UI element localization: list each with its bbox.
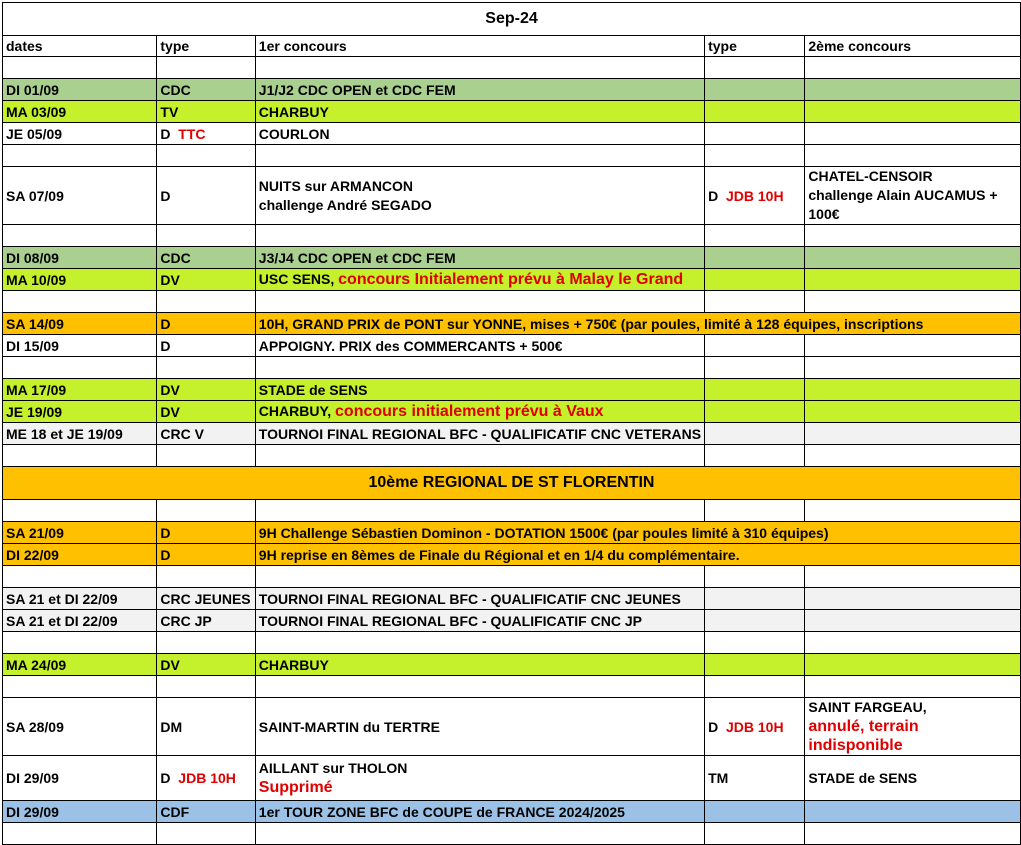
event-date-text: SA 21/09 [6,524,64,541]
event-date [3,167,157,225]
event-row [3,544,1021,566]
event-2eme-concours [805,269,1021,291]
concours-1-name: CHARBUY [258,103,329,120]
concours-1-detail: challenge André SEGADO [258,196,432,213]
blank-cell [805,676,1021,698]
blank-cell [3,566,157,588]
blank-cell [3,291,157,313]
event-2eme-concours [805,610,1021,632]
blank-cell [255,632,704,654]
event-2eme-concours [805,167,1021,225]
event-row [3,167,1021,225]
event-row [3,756,1021,801]
event-type-text: CDC [160,249,191,266]
blank-cell [157,445,255,467]
event-row [3,247,1021,269]
event-type-text: CDC [160,81,191,98]
concours-1-name: 10H, GRAND PRIX de PONT sur YONNE, mises + 750€ (par poules, limité à 128 équipes, inscriptions [258,315,924,332]
event-2eme-concours [805,101,1021,123]
event-type [157,588,255,610]
event-type-2-note: JDB 10H [725,187,784,204]
concours-1-note: concours initialement prévu à Vaux [335,403,604,420]
blank-cell [255,823,704,845]
blank-row [3,823,1021,845]
blank-row [3,57,1021,79]
event-date-text: DI 08/09 [6,249,59,266]
event-type-note: JDB 10H [178,770,236,786]
event-date [3,801,157,823]
event-type [157,379,255,401]
event-type [157,610,255,632]
event-date-text: MA 24/09 [6,656,67,673]
event-2eme-concours [805,79,1021,101]
event-date-text: DI 15/09 [6,337,59,354]
event-date-text: SA 07/09 [6,187,64,204]
event-row [3,123,1021,145]
section-banner-text: 10ème REGIONAL DE ST FLORENTIN [368,474,655,491]
event-type-2 [705,401,805,423]
event-type-2 [705,801,805,823]
blank-cell [157,57,255,79]
blank-cell [3,57,157,79]
blank-cell [255,500,704,522]
blank-cell [705,676,805,698]
event-type-text: DM [160,718,183,735]
blank-cell [157,632,255,654]
event-type-2 [705,79,805,101]
event-date [3,423,157,445]
event-2eme-concours [805,401,1021,423]
concours-1-note: concours Initialement prévu à Malay le Grand [338,271,684,288]
blank-row [3,676,1021,698]
blank-cell [3,445,157,467]
event-2eme-concours [805,247,1021,269]
event-row [3,522,1021,544]
blank-cell [255,145,704,167]
event-type-text: D [160,337,171,354]
event-row [3,313,1021,335]
event-2eme-concours [805,801,1021,823]
event-type [157,401,255,423]
calendar-sheet [2,2,1021,845]
blank-row [3,632,1021,654]
blank-cell [805,500,1021,522]
blank-row [3,291,1021,313]
blank-cell [705,500,805,522]
event-2eme-concours [805,654,1021,676]
event-date-text: MA 17/09 [6,381,67,398]
event-1er-concours [255,401,704,423]
event-row [3,698,1021,756]
event-date [3,313,157,335]
event-date-text: JE 05/09 [6,125,63,142]
event-row [3,79,1021,101]
event-date-text: SA 28/09 [6,718,64,735]
concours-2-name: CHATEL-CENSOIR [808,168,933,184]
blank-cell [157,225,255,247]
event-type-2 [705,101,805,123]
event-row [3,423,1021,445]
event-2eme-concours [805,698,1021,756]
event-date [3,401,157,423]
event-2eme-concours [805,123,1021,145]
event-type-2 [705,247,805,269]
concours-1-name: TOURNOI FINAL REGIONAL BFC - QUALIFICATIF CNC JP [258,612,642,629]
blank-cell [157,676,255,698]
concours-1-name: NUITS sur ARMANCON [258,177,414,194]
event-type [157,269,255,291]
event-type-note: TTC [178,125,206,142]
event-type [157,756,255,801]
header-row [3,36,1021,57]
concours-2-status: annulé, terrain indisponible [808,718,919,754]
event-type-2 [705,610,805,632]
blank-cell [3,145,157,167]
blank-cell [255,357,704,379]
event-1er-concours [255,654,704,676]
blank-cell [157,500,255,522]
blank-cell [705,57,805,79]
event-1er-concours [255,588,704,610]
event-date [3,247,157,269]
header-type-2: type [705,36,805,57]
event-type [157,79,255,101]
event-row [3,401,1021,423]
event-type-text: CRC V [160,425,204,442]
event-date [3,379,157,401]
event-type [157,522,255,544]
event-type [157,247,255,269]
title-row [3,3,1021,36]
event-1er-concours [255,335,704,357]
blank-cell [805,566,1021,588]
event-type [157,123,255,145]
blank-cell [157,291,255,313]
event-row [3,335,1021,357]
event-1er-concours [255,698,704,756]
concours-2-detail: challenge Alain AUCAMUS + 100€ [808,187,998,222]
event-1er-concours [255,544,1020,566]
concours-1-name: SAINT-MARTIN du TERTRE [258,718,440,735]
header-2eme-concours: 2ème concours [805,36,1021,57]
event-row [3,801,1021,823]
event-type-text: D [160,546,171,563]
event-row [3,379,1021,401]
event-date [3,544,157,566]
blank-row [3,145,1021,167]
event-type-text: DV [160,381,180,398]
event-type [157,544,255,566]
blank-cell [705,145,805,167]
event-date-text: DI 22/09 [6,546,59,563]
event-1er-concours [255,247,704,269]
calendar-table [2,2,1021,845]
event-date [3,698,157,756]
concours-1-name: STADE de SENS [258,381,368,398]
blank-cell [805,445,1021,467]
blank-cell [255,676,704,698]
event-date-text: JE 19/09 [6,403,63,420]
concours-1-name: AILLANT sur THOLON [258,760,408,776]
blank-row [3,225,1021,247]
event-type-text: D [160,524,171,541]
event-date [3,522,157,544]
event-type-text: DV [160,403,180,420]
event-type-2 [705,654,805,676]
blank-row [3,357,1021,379]
event-type-2 [705,123,805,145]
blank-cell [3,500,157,522]
event-type-text: CDF [160,803,190,820]
blank-cell [705,566,805,588]
sheet-title: Sep-24 [3,3,1021,36]
concours-1-name: 9H reprise en 8èmes de Finale du Régional et en 1/4 du complémentaire. [258,546,740,563]
blank-cell [157,145,255,167]
concours-2-name: STADE de SENS [808,770,918,786]
event-1er-concours [255,167,704,225]
concours-1-name: COURLON [258,125,330,142]
event-type-2-note: JDB 10H [725,718,784,735]
event-date-text: SA 21 et DI 22/09 [6,590,118,607]
concours-2-name: SAINT FARGEAU, [808,699,927,715]
event-type-2 [705,167,805,225]
event-2eme-concours [805,423,1021,445]
event-type [157,423,255,445]
event-1er-concours [255,801,704,823]
event-date [3,79,157,101]
event-type-2 [705,423,805,445]
concours-1-status: Supprimé [258,779,333,796]
event-date-text: SA 14/09 [6,315,64,332]
blank-cell [3,823,157,845]
event-type-2-text: D [708,718,719,735]
blank-cell [255,225,704,247]
event-type-text: TV [160,103,179,120]
concours-1-name: 1er TOUR ZONE BFC de COUPE de FRANCE 2024/2025 [258,803,625,820]
concours-1-name: 9H Challenge Sébastien Dominon - DOTATION 1500€ (par poules limité à 310 équipes) [258,524,829,541]
event-type-text: D [160,187,171,204]
event-type [157,313,255,335]
event-2eme-concours [805,335,1021,357]
event-1er-concours [255,522,1020,544]
event-date [3,269,157,291]
event-type-2-text: TM [708,770,729,786]
blank-cell [805,357,1021,379]
blank-row [3,566,1021,588]
event-type-text: D [160,125,171,142]
blank-cell [805,145,1021,167]
event-type [157,167,255,225]
event-type-2-text: D [708,187,719,204]
event-row [3,269,1021,291]
event-1er-concours [255,379,704,401]
blank-cell [3,676,157,698]
blank-cell [805,225,1021,247]
blank-cell [805,291,1021,313]
event-type-text: DV [160,271,180,288]
event-type-2 [705,756,805,801]
event-1er-concours [255,423,704,445]
blank-cell [705,291,805,313]
blank-cell [3,632,157,654]
event-1er-concours [255,269,704,291]
event-1er-concours [255,756,704,801]
blank-cell [255,291,704,313]
event-date [3,610,157,632]
event-type-text: DV [160,656,180,673]
event-date [3,101,157,123]
event-type-text: D [160,315,171,332]
event-2eme-concours [805,379,1021,401]
blank-row [3,500,1021,522]
event-type [157,698,255,756]
event-date [3,654,157,676]
event-date-text: ME 18 et JE 19/09 [6,425,123,442]
event-type [157,335,255,357]
concours-1-name: J3/J4 CDC OPEN et CDC FEM [258,249,456,266]
event-type-text: CRC JEUNES [160,590,251,607]
blank-cell [3,225,157,247]
blank-cell [255,57,704,79]
event-type-text: CRC JP [160,612,212,629]
section-banner [3,467,1021,500]
blank-cell [157,566,255,588]
event-1er-concours [255,610,704,632]
blank-cell [705,445,805,467]
event-1er-concours [255,79,704,101]
event-date-text: DI 29/09 [6,770,59,786]
blank-cell [157,823,255,845]
event-date-text: DI 29/09 [6,803,59,820]
event-date-text: MA 03/09 [6,103,67,120]
concours-1-name: USC SENS, [258,271,335,287]
event-type [157,654,255,676]
section-banner-row [3,467,1021,500]
event-type-2 [705,335,805,357]
event-date [3,588,157,610]
event-row [3,101,1021,123]
blank-cell [805,823,1021,845]
event-type-2 [705,379,805,401]
event-date-text: MA 10/09 [6,271,67,288]
blank-cell [705,632,805,654]
event-1er-concours [255,123,704,145]
blank-cell [705,225,805,247]
event-type-text: D [160,770,171,786]
concours-1-name: CHARBUY, [258,403,332,419]
concours-1-name: APPOIGNY. PRIX des COMMERCANTS + 500€ [258,337,563,354]
event-type-2 [705,698,805,756]
event-row [3,610,1021,632]
header-type: type [157,36,255,57]
blank-cell [157,357,255,379]
event-2eme-concours [805,588,1021,610]
header-dates: dates [3,36,157,57]
concours-1-name: TOURNOI FINAL REGIONAL BFC - QUALIFICATIF CNC JEUNES [258,590,681,607]
event-date [3,123,157,145]
event-type [157,801,255,823]
blank-row [3,445,1021,467]
blank-cell [255,445,704,467]
event-date [3,756,157,801]
event-row [3,654,1021,676]
event-2eme-concours [805,756,1021,801]
event-type-2 [705,269,805,291]
blank-cell [705,823,805,845]
header-1er-concours: 1er concours [255,36,704,57]
event-date-text: SA 21 et DI 22/09 [6,612,118,629]
event-date [3,335,157,357]
blank-cell [255,566,704,588]
blank-cell [3,357,157,379]
event-1er-concours [255,313,1020,335]
event-type [157,101,255,123]
blank-cell [805,57,1021,79]
event-type-2 [705,588,805,610]
concours-1-name: CHARBUY [258,656,329,673]
event-row [3,588,1021,610]
concours-1-name: TOURNOI FINAL REGIONAL BFC - QUALIFICATIF CNC VETERANS [258,425,702,442]
event-1er-concours [255,101,704,123]
concours-1-name: J1/J2 CDC OPEN et CDC FEM [258,81,456,98]
event-date-text: DI 01/09 [6,81,59,98]
blank-cell [705,357,805,379]
blank-cell [805,632,1021,654]
